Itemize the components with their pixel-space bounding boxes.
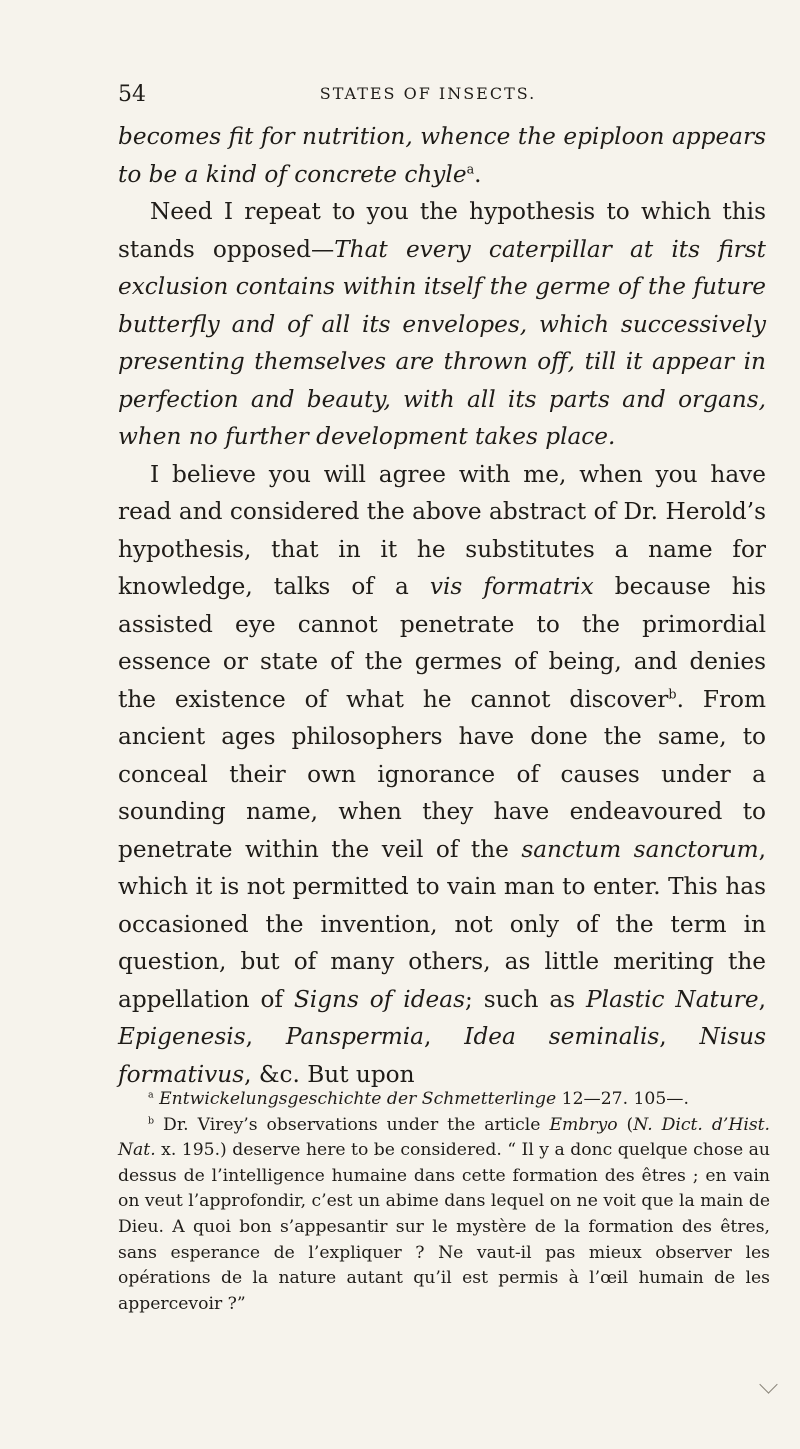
hypothesis-quote: That every caterpillar at its first exclusion contains within itself the germe of the future butterfly and of all its envelopes, which successively presenting themselves are thrown off, till it appear in perfection and beauty, with all its parts and organs, when no further development takes place. — [118, 235, 766, 450]
paragraph-1: becomes fit for nutrition, whence the epiploon appears to be a kind of concrete chyle$^a$. — [118, 123, 766, 188]
footnote-a-marker: a — [148, 1089, 154, 1101]
corner-mark-icon — [759, 1375, 777, 1393]
body-text — [118, 118, 766, 1093]
footnote-ref-a: a — [466, 161, 475, 177]
footnote-b: $^b$ Dr. Virey’s observations under the article Embryo (N. Dict. d’Hist. Nat. x. 195.) deserve here to be considered. “ Il y a donc quelque chose au dessus de l’intelligence humaine dans cette formation des êtres ; en vain on veut l’approfondir, c’est un abime dans lequel on ne voit que la main de Dieu. A quoi bon s’appesantir sur le mystère de la formation des êtres, sans esperance de l’expliquer ? Ne vaut-il pas mieux observer les opérations de la nature autant qu’il est permis à l’œil humain de les appercevoir ?” — [118, 1114, 771, 1314]
paragraph-3: I believe you will agree with me, when you have read and considered the above abstract of Dr. Herold’s hypothesis, that in it he substitutes a name for knowledge, talks of a vis formatrix because his assisted eye cannot penetrate to the primordial essence or state of the germes of being, and denies the existence of what he cannot discover$^b$. From ancient ages philosophers have done the same, to conceal their own ignorance of causes under a sounding name, when they have endeavoured to penetrate within the veil of the sanctum sanctorum, which it is not permitted to vain man to enter. This has occasioned the invention, not only of the term in question, but of many others, as little meriting the appellation of Signs of ideas; such as Plastic Nature, Epigenesis, Panspermia, Idea seminalis, Nisus formativus, &c. But upon — [118, 460, 767, 1088]
page-header — [118, 82, 738, 112]
footnote-ref-b: b — [668, 686, 677, 702]
page-number: 54 — [118, 82, 146, 107]
running-head: STATES OF INSECTS. — [319, 84, 537, 103]
footnotes — [118, 1087, 770, 1317]
footnote-b-marker: b — [148, 1114, 155, 1126]
paragraph-2: Need I repeat to you the hypothesis to which this stands opposed—That every caterpillar at its first exclusion contains within itself the germe of the future butterfly and of all its envelopes, which successively presenting themselves are thrown off, till it appear in perfection and beauty, with all its parts and organs, when no further development takes place. — [118, 198, 766, 450]
footnote-a: $^a$ Entwickelungsgeschichte der Schmetterlinge 12—27. 105—. — [148, 1089, 689, 1109]
paragraph-1-italic: becomes fit for nutrition, whence the epiploon appears to be a kind of concrete chyle — [118, 123, 766, 188]
